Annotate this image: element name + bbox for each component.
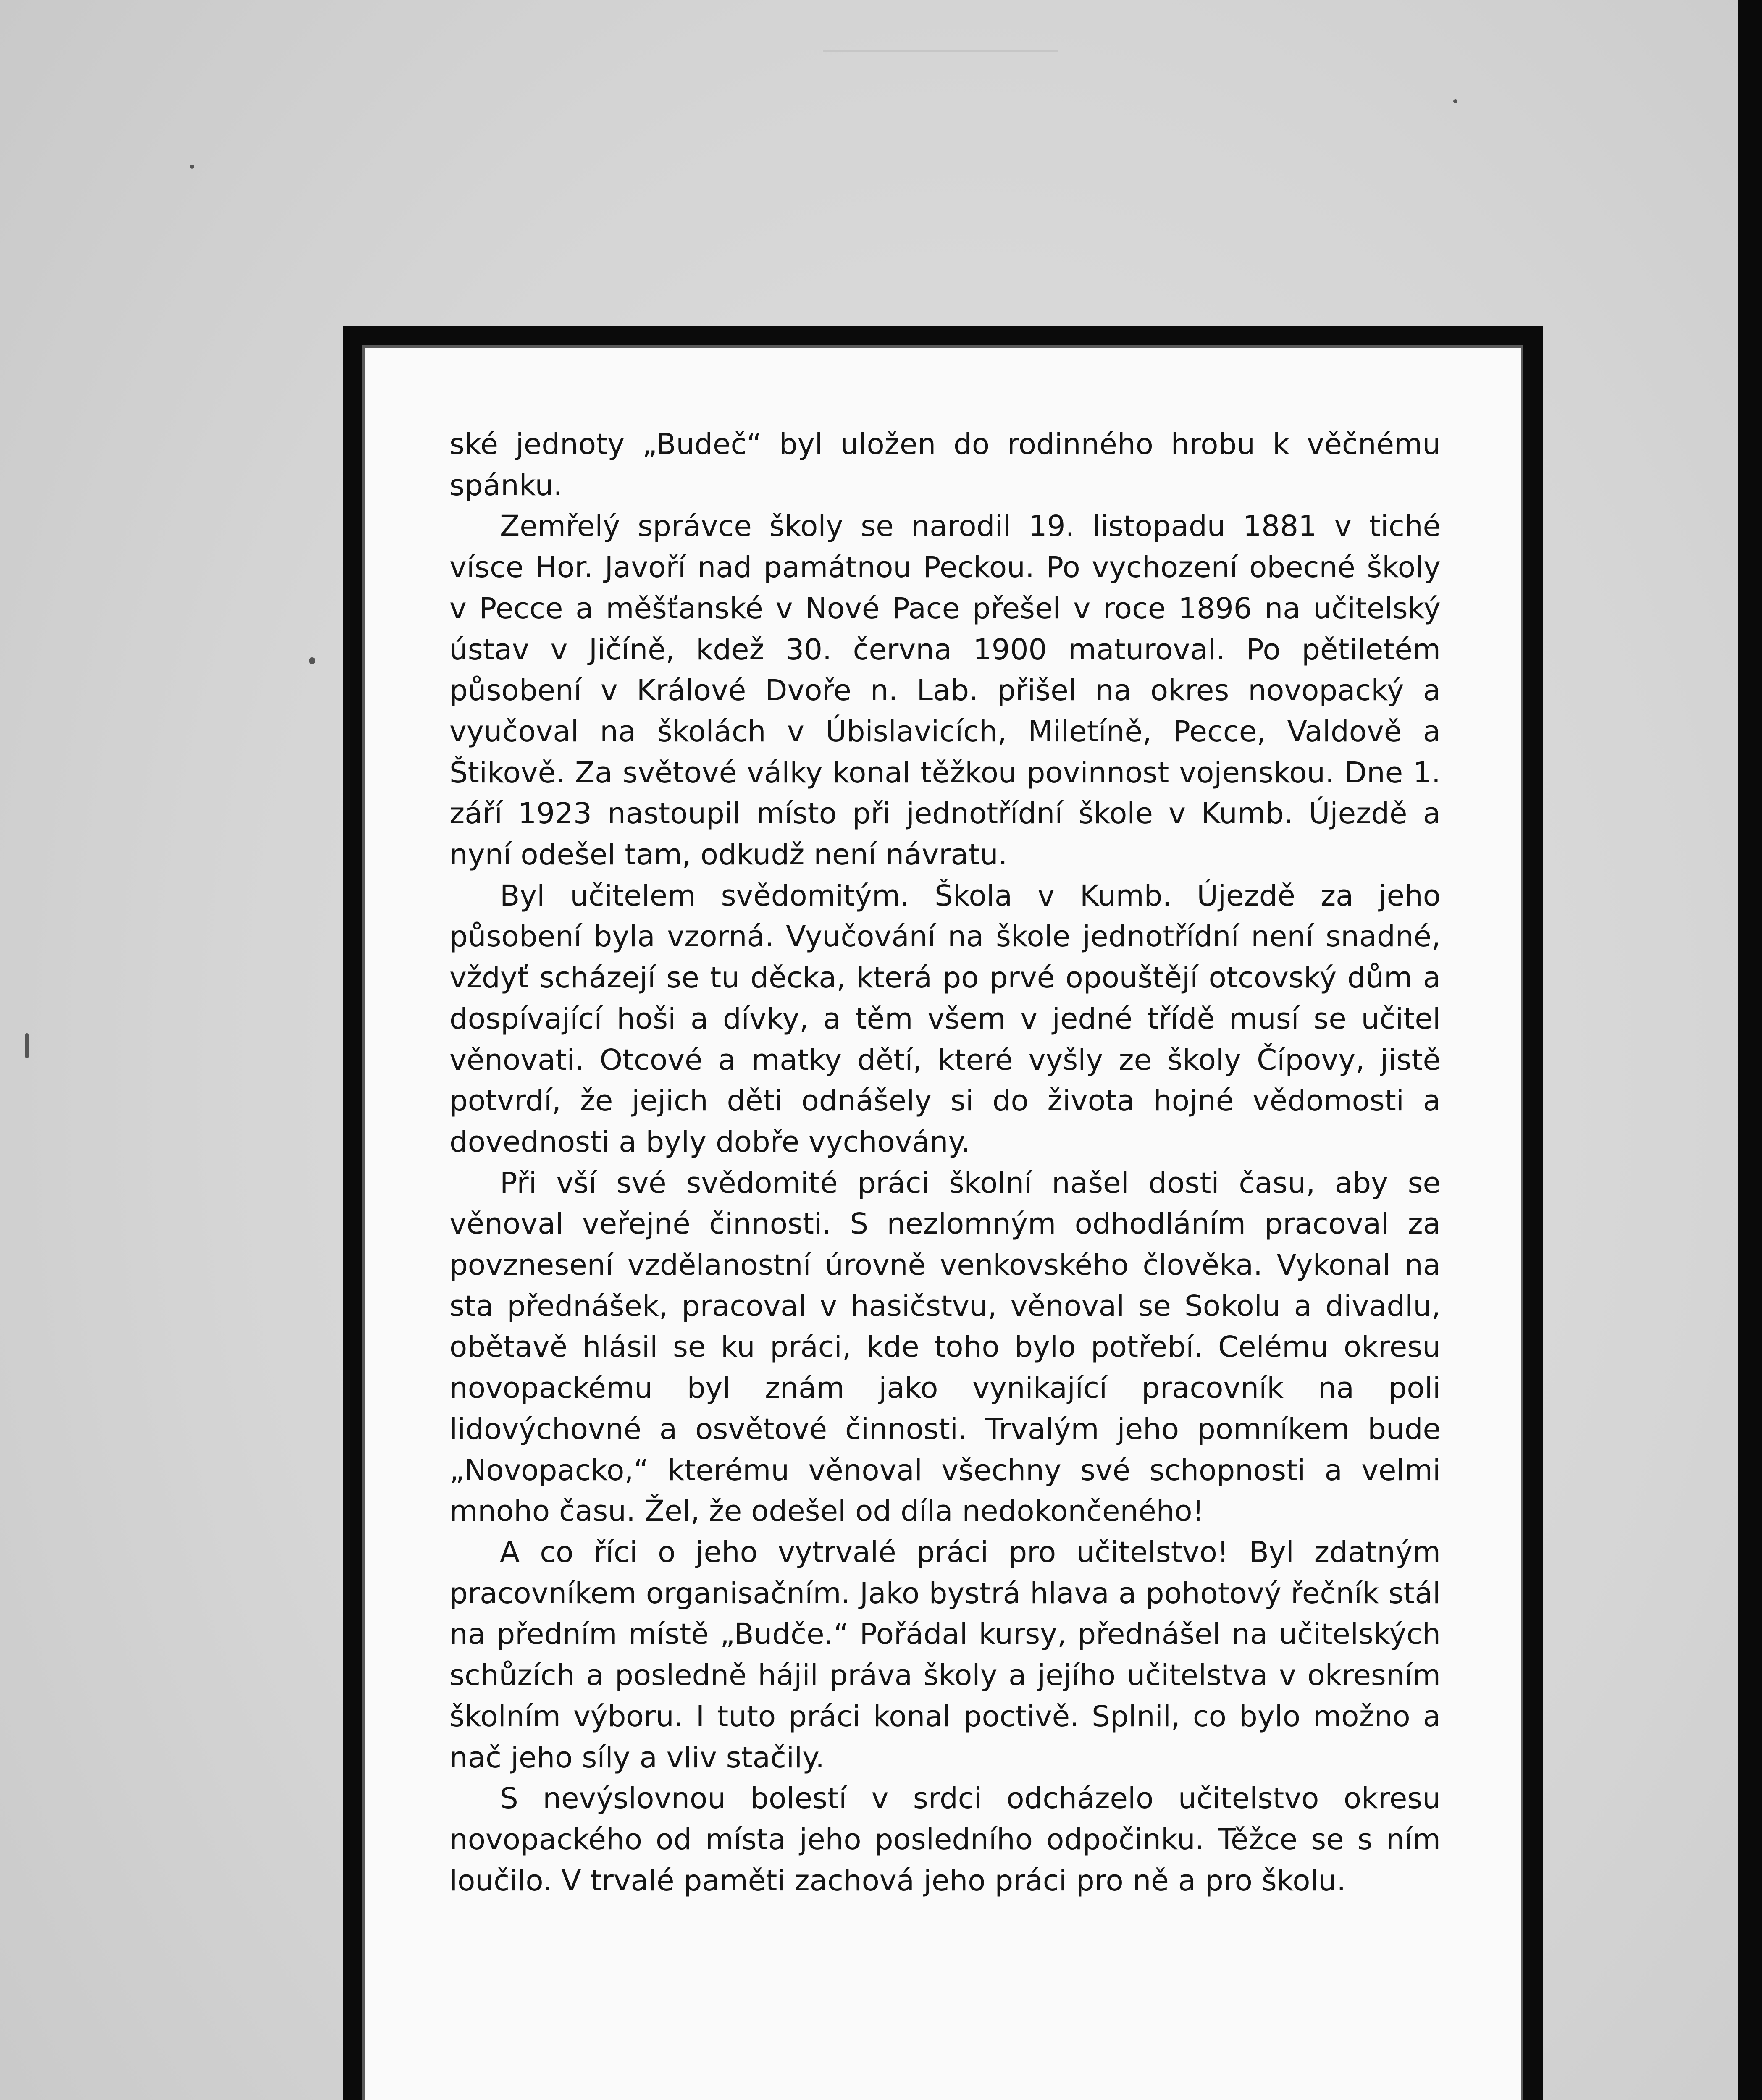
dust-speck xyxy=(1453,99,1457,103)
obituary-text xyxy=(449,424,1441,1901)
paragraph-public-work: Při vší své svědomité práci školní našel dosti času, aby se věnoval veřejné činnosti. S nezlomným odhodláním pracoval za povznesení vzdělanostní úrovně venkovského člověka. Vykonal na sta přednášek, pracoval v hasičstvu, věnoval se Sokolu a divadlu, obětavě hlásil se ku práci, kde toho bylo potřebí. Celému okresu novopackému byl znám jako vynikající pracovník na poli lidovýchovné a osvětové činnosti. Trvalým jeho pomníkem bude „Novopacko,“ kterému věnoval všechny své schopnosti a velmi mnoho času. Žel, že odešel od díla nedokončeného! xyxy=(449,1166,1441,1528)
paragraph-biography: Zemřelý správce školy se narodil 19. listopadu 1881 v tiché vísce Hor. Javoří nad památnou Peckou. Po vychození obecné školy v Pecce a měšťanské v Nové Pace přešel v roce 1896 na učitelský ústav v Jičíně, kdež 30. června 1900 maturoval. Po pětiletém působení v Králové Dvoře n. Lab. přišel na okres novopacký a vyučoval na školách v Úbislavicích, Miletíně, Pecce, Valdově a Štikově. Za světové války konal těžkou povinnost vojenskou. Dne 1. září 1923 nastoupil místo při jednotřídní škole v Kumb. Újezdě a nyní odešel tam, odkudž není návratu. xyxy=(449,509,1441,872)
scan-dark-edge xyxy=(1738,0,1762,2100)
dust-speck xyxy=(190,165,194,169)
paragraph-organisation: A co říci o jeho vytrvalé práci pro učitelstvo! Byl zdatným pracovníkem organisačním. Jako bystrá hlava a pohotový řečník stál na předním místě „Budče.“ Pořádal kursy, přednášel na učitelských schůzích a posledně hájil práva školy a jejího učitelstva v okresním školním výboru. I tuto práci konal poctivě. Splnil, co bylo možno a nač jeho síly a vliv stačily. xyxy=(449,1535,1441,1774)
paragraph-intro: ské jednoty „Budeč“ byl uložen do rodinného hrobu k věčnému spánku. xyxy=(449,428,1441,502)
scan-smudge-top xyxy=(823,0,1058,52)
dust-speck xyxy=(309,657,315,664)
paragraph-farewell: S nevýslovnou bolestí v srdci odcházelo učitelstvo okresu novopackého od místa jeho posledního odpočinku. Těžce se s ním loučilo. V trvalé paměti zachová jeho práci pro ně a pro školu. xyxy=(449,1782,1441,1898)
paragraph-teacher: Byl učitelem svědomitým. Škola v Kumb. Újezdě za jeho působení byla vzorná. Vyučování na škole jednotřídní není snadné, vždyť scházejí se tu děcka, která po prvé opouštějí otcovský dům a dospívající hoši a dívky, a těm všem v jedné třídě musí se učitel věnovati. Otcové a matky dětí, které vyšly ze školy Čípovy, jistě potvrdí, že jejich děti odnášely si do života hojné vědomosti a dovednosti a byly dobře vychovány. xyxy=(449,879,1441,1159)
dust-speck xyxy=(25,1033,29,1058)
